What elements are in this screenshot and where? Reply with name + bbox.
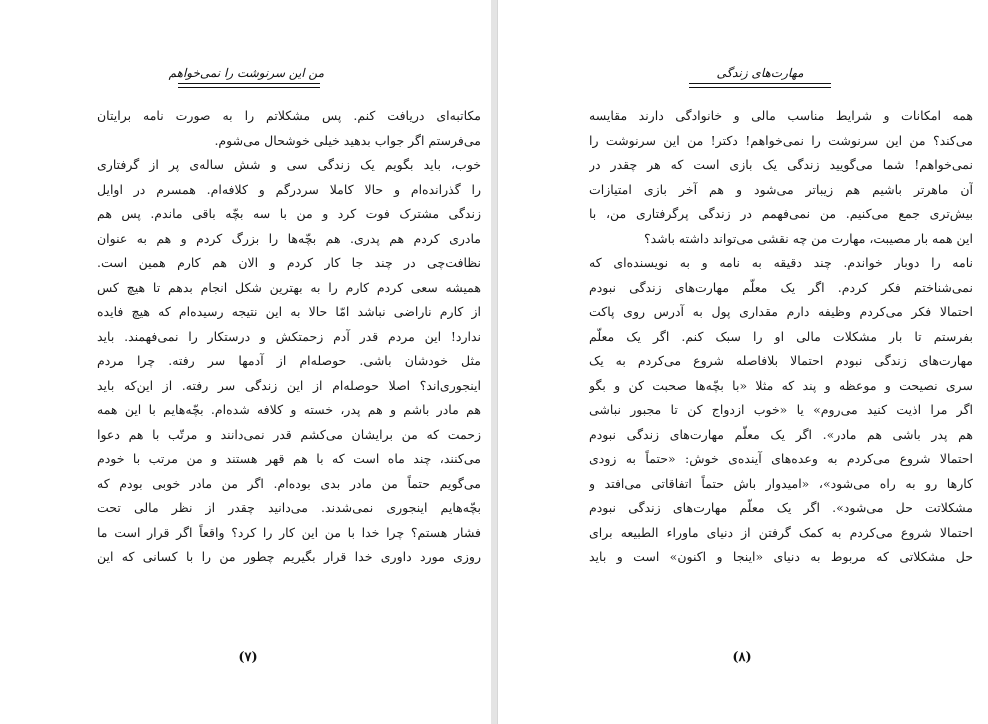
text-line: خوب، باید بگویم یک زندگی سی و شش ساله‌ی پر از گرفتاری <box>97 157 481 172</box>
text-line: مادری کردم هم پدری. هم بچّه‌ها را بزرگ کردم و هم به عنوان <box>97 230 481 246</box>
text-line: می‌فرستم اگر جواب بدهید خیلی خوشحال می‌شوم. <box>214 132 481 148</box>
text-line: مکاتبه‌ای دریافت کنم. پس مشکلاتم را به صورت نامه برایتان <box>97 108 481 123</box>
text-line: این همه بار مصیبت، مهارت من چه نقشی می‌تواند داشته باشد؟ <box>643 230 973 246</box>
text-line: هم مادر باشم و هم پدر، خسته و کلافه شده‌ام. بچّه‌هایم با این همه <box>97 402 481 417</box>
header-rule <box>689 83 831 88</box>
text-line: می‌کند؟ من این سرنوشت را نمی‌خواهم! دکتر! من این سرنوشت را <box>589 132 973 148</box>
text-line: مثل خودشان باشی. حوصله‌ام از آدمها سر رفته. چرا مردم <box>97 353 481 368</box>
text-line: روزی مورد داوری خدا قرار بگیریم چطور من را با کسانی که این <box>97 549 481 564</box>
left-page-body <box>97 104 481 570</box>
text-line: از کارم ناراضی نباشد امّا حالا به این نتیجه رسیده‌ام که هیچ فایده <box>97 304 481 319</box>
text-line: احتمالا شروع می‌کردم به کمک گرفتن از دنیای ماوراء الطبیعه برای <box>589 524 973 540</box>
text-line: فشار هستم؟ چرا خدا با من این کار را کرد؟ واقعاً اگر قرار است ما <box>97 524 481 540</box>
text-line: همیشه سعی کردم کارم را به بهترین شکل انجام بدهم تا هیچ کس <box>97 279 481 295</box>
text-line: بیش‌تری جمع می‌کنیم. من نمی‌فهمم در زندگی پرگرفتاری من، با <box>589 206 973 221</box>
text-line: می‌کنند، چند ماه است که با هم قهر هستند و من مرتب با خودم <box>97 451 481 466</box>
text-line: مشکلاتت حل می‌شود». اگر یک معلّم مهارت‌های زندگی نبودم <box>589 500 973 515</box>
text-line: زندگی مشترک فوت کرد و من با سه بچّه باقی ماندم. پس هم <box>97 206 481 221</box>
running-header-left <box>168 66 324 90</box>
text-line: آن ماهرتر باشیم هم زیباتر می‌شود و هم آخر بازی امتیازات <box>589 181 973 197</box>
text-line: بچّه‌هایم اینجوری نمی‌شدند. می‌دانید چقدر از نظر مالی تحت <box>97 500 481 515</box>
text-line: حل مشکلاتی که مربوط به دنیای «اینجا و اکنون» است و باید <box>589 549 973 564</box>
text-line: نمی‌شناختم فکر کردم. اگر یک معلّم مهارت‌های زندگی نبودم <box>589 279 973 295</box>
text-line: همه امکانات و شرایط مناسب مالی و خانوادگی دارند مقایسه <box>589 108 973 123</box>
text-line: زحمت که من برایشان می‌کشم قدر نمی‌دانند و مرتّب با هم دعوا <box>97 426 481 442</box>
text-line: احتمالا شروع می‌کردم به وعده‌های آینده‌ی خوش: «حتماً به زودی <box>589 451 973 466</box>
running-header-right <box>685 66 835 90</box>
text-line: کارها رو به راه می‌شود»، «امیدوار باش حتماً اتفاقاتی می‌افتد و <box>589 475 973 491</box>
text-line: اینجوری‌اند؟ اصلا حوصله‌ام از این زندگی سر رفته. از این‌که باید <box>97 377 481 393</box>
text-line: نمی‌خواهم! شما می‌گویید زندگی یک بازی است که هر چقدر در <box>589 157 973 172</box>
left-page <box>0 0 492 724</box>
running-header-right-text: مهارت‌های زندگی <box>716 66 804 80</box>
text-line: احتمالا فکر می‌کردم وظیفه دارم مقداری پول به آدرس روی پاکت <box>589 304 973 319</box>
text-line: را گذرانده‌ام و حالا کاملا سردرگم و کلافه‌ام. همسرم در اوایل <box>97 181 481 197</box>
page-number-right: (۸) <box>732 650 752 665</box>
text-line: سری نصیحت و موعظه و پند که مثلا «با بچّه‌ها صحبت کن و بگو <box>589 377 973 393</box>
page-number-left: (۷) <box>238 650 258 665</box>
text-line: مهارت‌های زندگی نبودم احتمالا بلافاصله شروع می‌کردم به یک <box>589 353 973 368</box>
header-rule <box>178 83 320 88</box>
running-header-left-text: من این سرنوشت را نمی‌خواهم <box>168 66 324 80</box>
text-line: اگر مرا اذیت کنید می‌روم» یا «خوب ازدواج کن تا مجبور نباشی <box>589 402 973 417</box>
right-page-body <box>589 104 973 570</box>
text-line: می‌گویم حتماً من مادر بدی بوده‌ام. اگر من مادر خوبی بودم که <box>97 475 481 491</box>
right-page <box>497 0 988 724</box>
text-line: بفرستم تا بار مشکلات مالی او را سبک کنم. اگر یک معلّم <box>589 328 973 344</box>
text-line: نامه را دوبار خواندم. چند دقیقه به نامه و به نویسنده‌ای که <box>589 255 973 270</box>
text-line: نظافت‌چی در چند جا کار کردم و الان هم کارم همین است. <box>97 255 481 270</box>
text-line: ندارد! این مردم قدر آدم زحمتکش و درستکار را نمی‌فهمند. باید <box>97 328 481 344</box>
text-line: هم پدر باشی هم مادر». اگر یک معلّم مهارت‌های زندگی نبودم <box>589 426 973 442</box>
